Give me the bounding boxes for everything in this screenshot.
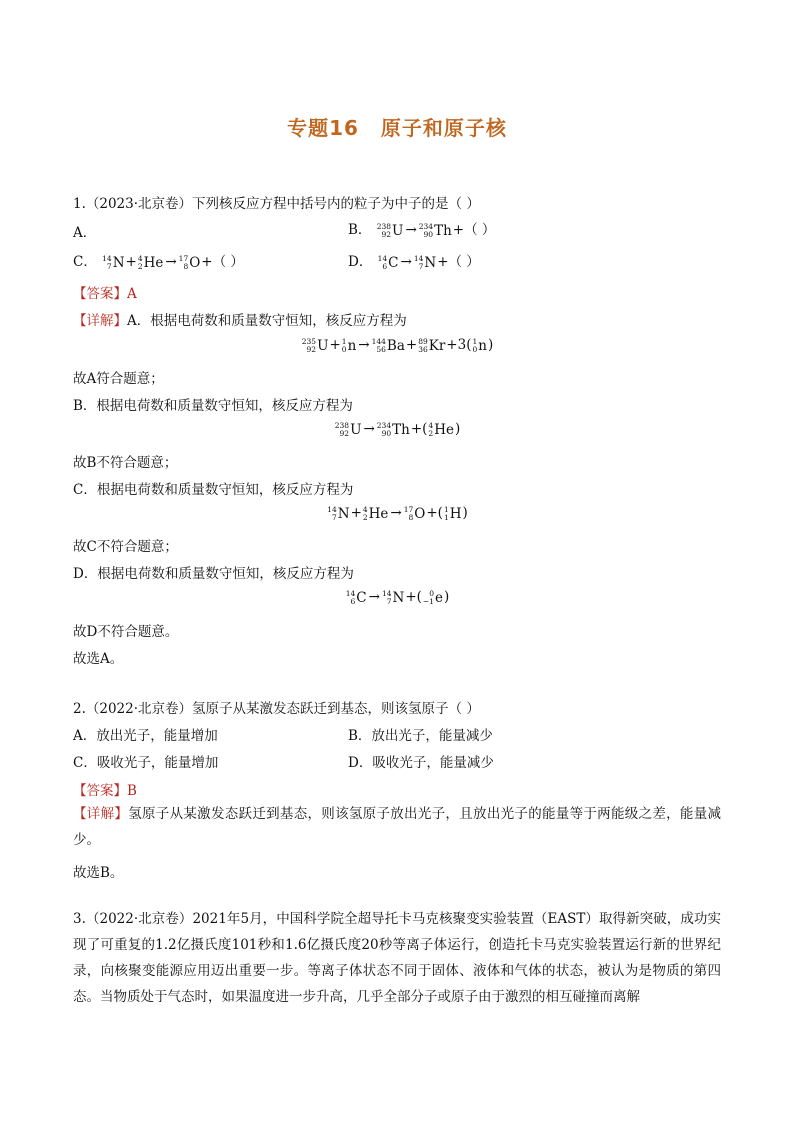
q1-detail-a: 【详解】A．根据电荷数和质量数守恒知，核反应方程为 (73, 313, 407, 329)
q1-detail-d: D．根据电荷数和质量数守恒知，核反应方程为 (73, 566, 354, 582)
equation-b: 238 92 U → 234 90 Th +( 4 2 He ) (334, 420, 461, 438)
title-topic: 专题16 (287, 116, 359, 140)
q2-answer: 【答案】B (73, 783, 137, 799)
equation-d: 14 6 C → 14 7 N +( 0 −1 e ) (345, 588, 450, 606)
q2-option-a: A．放出光子，能量增加 (73, 728, 218, 744)
title-subject: 原子和原子核 (380, 116, 507, 140)
q1-answer: 【答案】A (73, 286, 137, 302)
q1-conclusion-b: 故B不符合题意； (73, 455, 178, 471)
q2-stem: 2.（2022·北京卷）氢原子从某激发态跃迁到基态，则该氢原子（ ） (73, 701, 480, 717)
q3-text: 3.（2022·北京卷）2021年5月，中国科学院全超导托卡马克核聚变实验装置（EAST）取得新突破，成功实现了可重复的1.2亿摄氏度101秒和1.6亿摄氏度20秒等离子体运行，创造托卡马克实验装置运行新的世界纪录，向核聚变能源应用迈出重要一步。等离子体状态不同于固体、液体和气体的状态，被认为是物质的第四态。当物质处于气态时，如果温度进一步升高，几乎全部分子或原子由于激烈的相互碰撞而离解 (73, 911, 721, 1005)
q2-final: 故选B。 (73, 865, 124, 881)
q1-conclusion-a: 故A符合题意； (73, 371, 164, 387)
q2-option-d: D．吸收光子，能量减少 (348, 755, 494, 771)
nuclide-th234: 234 90 Th (418, 221, 452, 239)
equation-c: 14 7 N + 4 2 He → 17 8 O +( 1 1 H ) (327, 504, 468, 522)
q1-conclusion-d: 故D不符合题意。 (73, 624, 179, 640)
equation-a: 235 92 U + 1 0 n → 144 56 Ba + 89 36 Kr +3( 1 0 n ) (301, 336, 494, 354)
q2-option-b: B．放出光子，能量减少 (348, 728, 493, 744)
q1-stem: 1.（2023·北京卷）下列核反应方程中括号内的粒子为中子的是（ ） (73, 196, 480, 212)
q2-detail: 【详解】氢原子从某激发态跃迁到基态，则该氢原子放出光子，且放出光子的能量等于两能级之差，能量减少。 (73, 806, 722, 848)
q1-detail-b: B．根据电荷数和质量数守恒知，核反应方程为 (73, 398, 353, 414)
nuclide-u238: 238 92 U (376, 221, 404, 239)
page-title (0, 112, 794, 141)
q1-option-c: C． 14 7 N + 4 2 He → 17 8 O +（ ） (73, 253, 244, 271)
q2-option-c: C．吸收光子，能量增加 (73, 755, 219, 771)
q1-detail-c: C．根据电荷数和质量数守恒知，核反应方程为 (73, 482, 354, 498)
q1-final: 故选A。 (73, 651, 124, 667)
q1-option-b: B． 238 92 U → 234 90 Th +（ ） (348, 221, 496, 239)
q1-option-d: D． 14 6 C → 14 7 N +（ ） (348, 253, 480, 271)
q1-conclusion-c: 故C不符合题意； (73, 539, 178, 555)
q1-option-a: A． (73, 225, 97, 241)
